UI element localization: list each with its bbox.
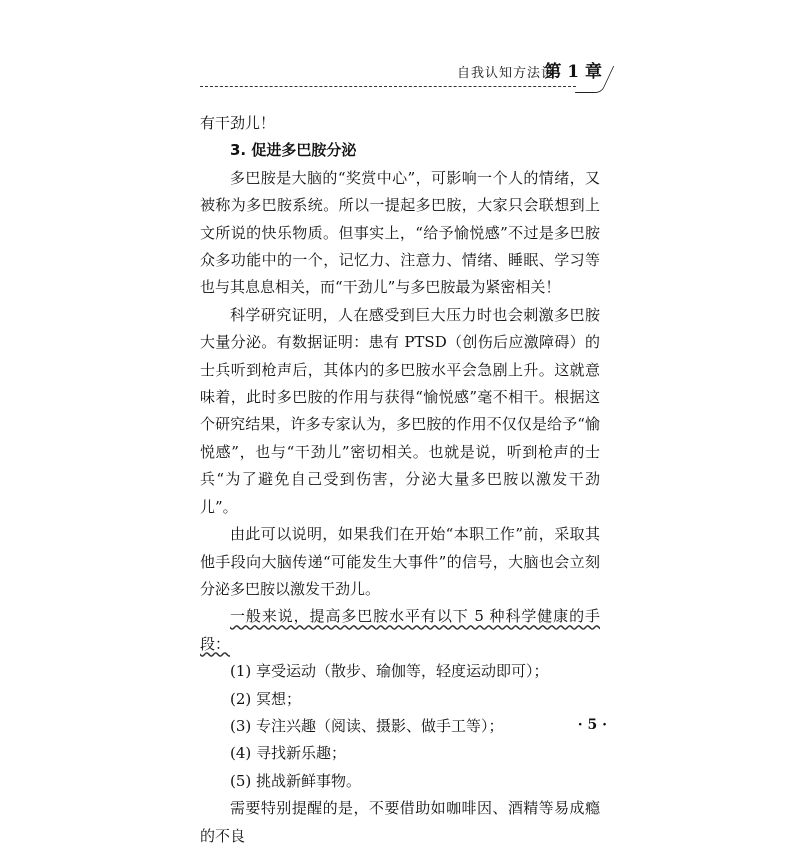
- paragraph-warning: 需要特别提醒的是，不要借助如咖啡因、酒精等易成瘾的不良: [200, 799, 600, 845]
- paragraph-methods-intro: [200, 603, 600, 658]
- paragraph-conclusion: 由此可以说明，如果我们在开始“本职工作”前，采取其他手段向大脑传递“可能发生大事件”的信号，大脑也会立刻分泌多巴胺以激发干劲儿。: [200, 525, 600, 598]
- paragraph-continued: 有干劲儿！: [200, 114, 276, 132]
- list-item: (2) 冥想；: [230, 689, 302, 708]
- running-header: [200, 56, 610, 96]
- section-heading: 3. 促进多巴胺分泌: [230, 141, 357, 160]
- underlined-sentence: 一般来说，提高多巴胺水平有以下 5 种科学健康的手段：: [200, 607, 600, 653]
- page-body: [200, 110, 600, 850]
- page-number: · 5 ·: [577, 717, 607, 733]
- list-item: (5) 挑战新鲜事物。: [230, 771, 362, 790]
- running-title: 自我认知方法论: [456, 66, 555, 81]
- paragraph-dopamine-intro: 多巴胺是大脑的“奖赏中心”，可影响一个人的情绪，又被称为多巴胺系统。所以一提起多巴胺，大家只会联想到上文所说的快乐物质。但事实上，“给予愉悦感”不过是多巴胺众多功能中的一个，记忆力、注意力、情绪、睡眠、学习等也与其息息相关，而“干劲儿”与多巴胺最为紧密相关！: [200, 168, 600, 297]
- chapter-label: 第 1 章: [544, 62, 602, 82]
- list-item: (3) 专注兴趣（阅读、摄影、做手工等）；: [230, 716, 504, 735]
- paragraph-research: 科学研究证明，人在感受到巨大压力时也会刺激多巴胺大量分泌。有数据证明：患有 PTSD（创伤后应激障碍）的士兵听到枪声后，其体内的多巴胺水平会急剧上升。这就意味着，此时多巴胺的作用与获得“愉悦感”毫不相干。根据这个研究结果，许多专家认为，多巴胺的作用不仅仅是给予“愉悦感”，也与“干劲儿”密切相关。也就是说，听到枪声的士兵“为了避免自己受到伤害，分泌大量多巴胺以激发干劲儿”。: [200, 305, 600, 516]
- list-item: (4) 寻找新乐趣；: [230, 744, 347, 763]
- list-item: (1) 享受运动（散步、瑜伽等，轻度运动即可）；: [230, 662, 549, 681]
- header-rule: [200, 86, 576, 87]
